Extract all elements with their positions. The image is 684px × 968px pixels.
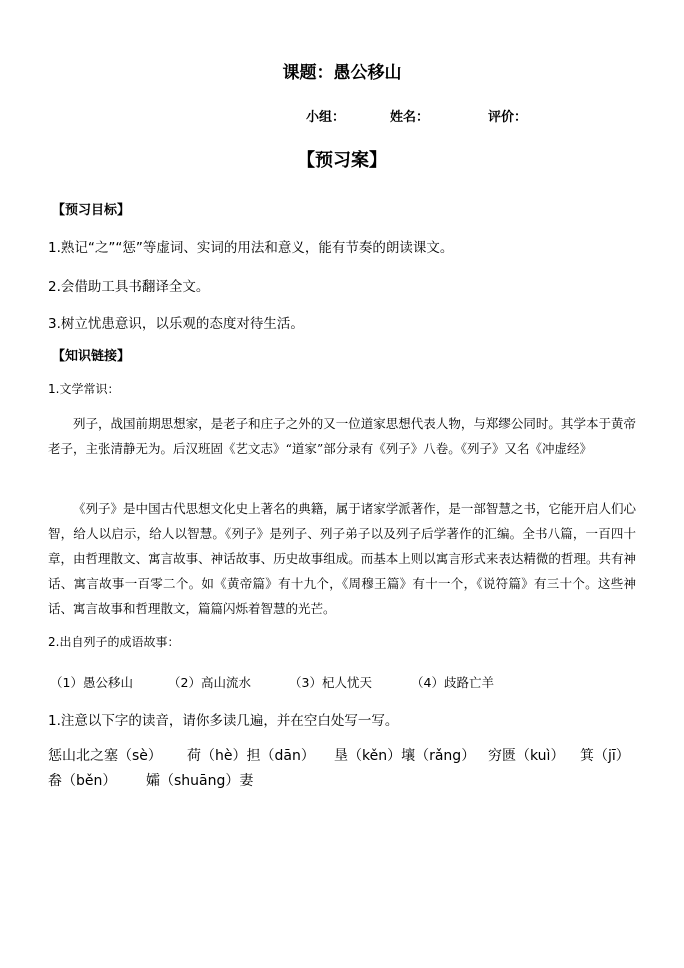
goal-item: 3.树立忧患意识，以乐观的态度对待生活。 (48, 316, 304, 332)
name-label: 姓名： (390, 110, 430, 125)
literature-paragraph-1: 列子，战国前期思想家，是老子和庄子之外的又一位道家思想代表人物，与郑缪公同时。其学本于黄帝老子，主张清静无为。后汉班固《艺文志》“道家”部分录有《列子》八卷。《列子》又名《冲虚经》 (48, 416, 636, 456)
pronunciation-item: 穷匮（kuì） (488, 748, 565, 764)
section-title: 【预习案】 (297, 150, 387, 171)
idiom-item: （4）歧路亡羊 (411, 675, 494, 690)
group-label: 小组： (306, 110, 346, 125)
pronunciation-item: 惩山北之塞（sè） (48, 748, 162, 764)
pronunciation-item: 荷（hè）担（dān） (187, 748, 315, 764)
idiom-heading: 2.出自列子的成语故事： (48, 635, 180, 649)
pronunciation-item: 畚（běn） (48, 773, 117, 789)
literature-heading: 1.文学常识： (48, 382, 120, 396)
pronunciation-item: 箕（jī） (580, 748, 630, 764)
pronunciation-item: 孀（shuāng）妻 (146, 773, 254, 789)
idiom-item: （3）杞人忧天 (289, 675, 372, 690)
idiom-item: （1）愚公移山 (50, 675, 133, 690)
goals-heading: 【预习目标】 (52, 203, 131, 218)
rating-label: 评价： (488, 110, 528, 125)
goal-item: 2.会借助工具书翻译全文。 (48, 279, 210, 295)
knowledge-heading: 【知识链接】 (52, 349, 131, 364)
pronunciation-instruction: 1.注意以下字的读音，请你多读几遍，并在空白处写一写。 (48, 713, 399, 729)
idiom-item: （2）高山流水 (168, 675, 251, 690)
literature-paragraph-2: 《列子》是中国古代思想文化史上著名的典籍，属于诸家学派著作，是一部智慧之书，它能开启人们心智，给人以启示，给人以智慧。《列子》是列子、列子弟子以及列子后学著作的汇编。全书八篇，一百四十章，由哲理散文、寓言故事、神话故事、历史故事组成。而基本上则以寓言形式来表达精微的哲理。共有神话、寓言故事一百零二个。如《黄帝篇》有十九个，《周穆王篇》有十一个，《说符篇》有三十个。这些神话、寓言故事和哲理散文，篇篇闪烁着智慧的光芒。 (48, 501, 636, 616)
page-title: 课题：愚公移山 (282, 63, 402, 83)
goal-item: 1.熟记“之”“惩”等虚词、实词的用法和意义，能有节奏的朗读课文。 (48, 240, 454, 256)
pronunciation-item: 垦（kěn）壤（rǎng） (334, 748, 476, 764)
